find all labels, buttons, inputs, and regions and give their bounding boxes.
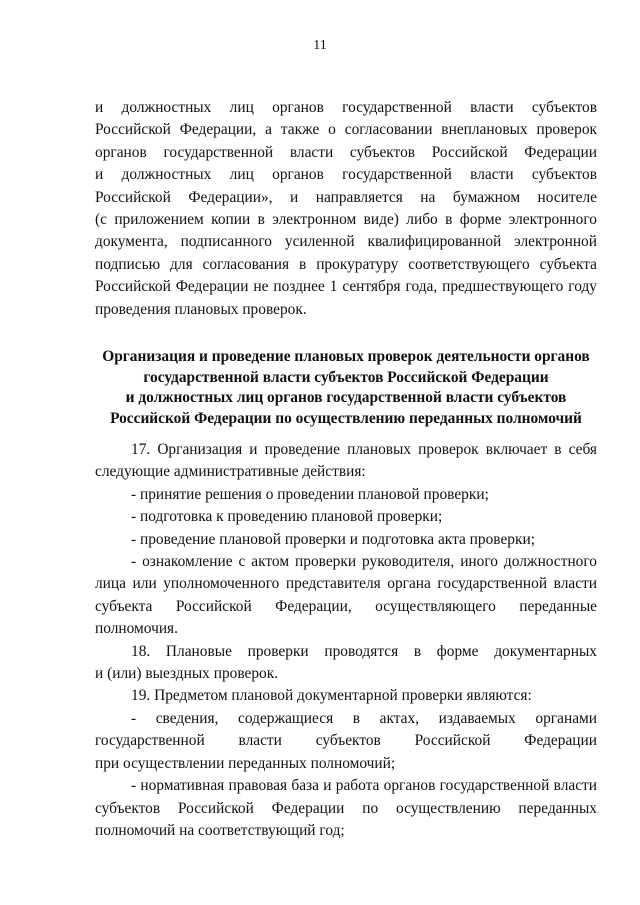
section-heading — [95, 347, 597, 429]
text-line: подписью для согласования в прокуратуру соответствующего субъекта — [95, 255, 597, 273]
list-item: - проведение плановой проверки и подготовка акта проверки; — [131, 530, 535, 548]
text-line: и должностных лиц органов государственной власти субъектов — [95, 99, 597, 116]
list-item-line: полномочий на соответствующий год; — [95, 821, 345, 839]
list-item-line: государственной власти субъектов Российской Федерации — [95, 732, 597, 750]
paragraph-17-line: 17. Организация и проведение плановых проверок включает в себя — [131, 441, 597, 458]
text-line: Российской Федерации не позднее 1 сентября года, предшествующего году — [95, 278, 597, 296]
text-line: и должностных лиц органов государственной власти субъектов — [95, 166, 597, 184]
list-item-line: лица или уполномоченного представителя органа государственной власти — [95, 575, 597, 593]
list-item: - ознакомление с актом проверки руководителя, иного должностного — [131, 553, 597, 571]
list-item: - подготовка к проведению плановой проверки; — [131, 508, 443, 526]
paragraph-19-line: 19. Предметом плановой документарной проверки являются: — [131, 687, 532, 705]
list-item-line: субъектов Российской Федерации по осуществлению переданных — [95, 799, 597, 817]
list-item: - нормативная правовая база и работа органов государственной власти — [131, 777, 597, 795]
text-line: документа, подписанного усиленной квалифицированной электронной — [95, 233, 597, 251]
list-item: - сведения, содержащиеся в актах, издаваемых органами — [131, 709, 597, 727]
heading-line: и должностных лиц органов государственной власти субъектов — [125, 389, 567, 406]
body-text — [95, 439, 597, 842]
heading-line: Российской Федерации по осуществлению переданных полномочий — [110, 409, 582, 427]
text-line: Российской Федерации», и направляется на бумажном носителе — [95, 188, 597, 206]
paragraph-17-line: следующие административные действия: — [95, 463, 366, 481]
heading-line: Организация и проведение плановых проверок деятельности органов — [102, 348, 590, 365]
paragraph-18-line: и (или) выездных проверок. — [95, 665, 279, 683]
text-line: проведения плановых проверок. — [95, 300, 307, 318]
list-item-line: при осуществлении переданных полномочий; — [95, 754, 396, 772]
text-line: Российской Федерации, а также о согласовании внеплановых проверок — [95, 121, 597, 139]
heading-line: государственной власти субъектов Российской Федерации — [143, 368, 549, 386]
list-item: - принятие решения о проведении плановой проверки; — [131, 485, 489, 503]
text-line: органов государственной власти субъектов Российской Федерации — [95, 143, 597, 161]
page-number: 11 — [313, 38, 327, 53]
list-item-line: субъекта Российской Федерации, осуществляющего переданные полномочия. — [95, 597, 597, 638]
paragraph-18-line: 18. Плановые проверки проводятся в форме документарных — [131, 642, 597, 660]
intro-paragraph — [95, 97, 597, 321]
text-line: (с приложением копии в электронном виде) либо в форме электронного — [95, 211, 597, 229]
